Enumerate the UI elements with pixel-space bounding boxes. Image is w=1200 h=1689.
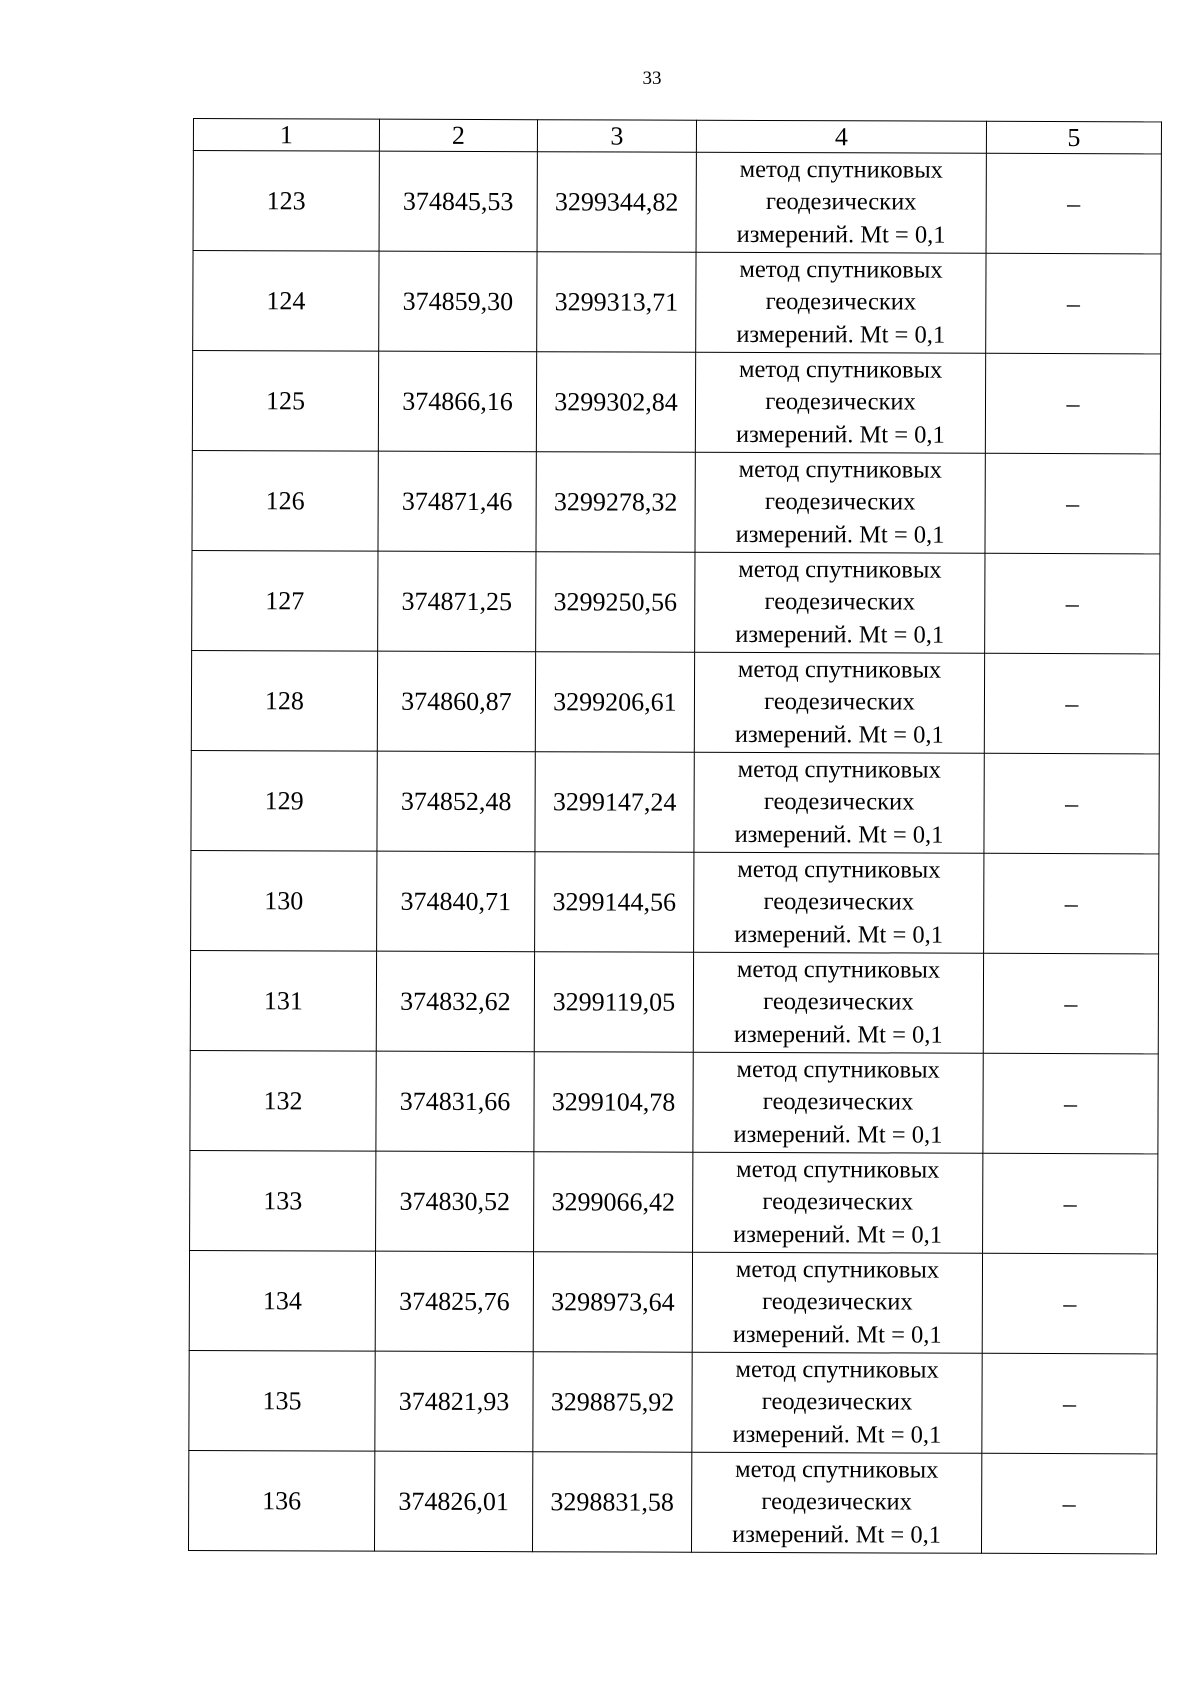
method-line: метод спутниковых (735, 1455, 939, 1484)
y-coordinate-cell: 3299144,56 (535, 852, 694, 953)
table-row (189, 1250, 1157, 1353)
method-line: геодезических (763, 888, 915, 916)
method-cell (692, 1352, 982, 1453)
method-line: геодезических (762, 1288, 913, 1316)
point-number-cell: 134 (189, 1250, 375, 1351)
x-coordinate-cell: 374859,30 (379, 251, 537, 352)
method-line: измерений. Mt = 0,1 (736, 320, 946, 349)
y-coordinate-cell: 3299250,56 (536, 552, 695, 653)
method-line: измерений. Mt = 0,1 (735, 420, 945, 449)
method-line: измерений. Mt = 0,1 (736, 220, 946, 249)
method-line: геодезических (761, 1388, 913, 1416)
y-coordinate-cell: 3299313,71 (537, 252, 696, 353)
point-number-cell: 132 (190, 1050, 376, 1151)
method-cell (696, 152, 986, 253)
point-number-cell: 130 (191, 850, 377, 951)
method-line: метод спутниковых (736, 1155, 940, 1184)
y-coordinate-cell: 3299104,78 (534, 1052, 693, 1153)
y-coordinate-cell: 3298973,64 (533, 1252, 692, 1353)
note-cell: – (985, 553, 1160, 654)
method-line: измерений. Mt = 0,1 (732, 1520, 942, 1549)
x-coordinate-cell: 374840,71 (377, 851, 535, 952)
method-line: метод спутниковых (739, 255, 943, 284)
method-line: измерений. Mt = 0,1 (734, 720, 944, 749)
method-cell (695, 452, 985, 553)
method-line: геодезических (765, 188, 917, 216)
method-cell (692, 1252, 982, 1353)
x-coordinate-cell: 374831,66 (376, 1051, 534, 1152)
note-cell: – (983, 1053, 1158, 1154)
method-cell (693, 952, 983, 1053)
column-header: 2 (379, 119, 537, 152)
method-line: геодезических (762, 1188, 914, 1216)
point-number-cell: 131 (190, 950, 376, 1051)
method-line: метод спутниковых (736, 1055, 940, 1084)
table-header-row (193, 119, 1161, 154)
method-line: измерений. Mt = 0,1 (735, 620, 945, 649)
column-header: 3 (537, 120, 696, 153)
point-number-cell: 135 (189, 1350, 375, 1451)
method-cell (696, 252, 986, 353)
table-row (190, 1150, 1158, 1253)
y-coordinate-cell: 3299066,42 (534, 1152, 693, 1253)
method-line: метод спутниковых (735, 1255, 940, 1284)
table-body (188, 119, 1161, 1554)
x-coordinate-cell: 374821,93 (375, 1351, 533, 1452)
method-line: метод спутниковых (738, 455, 942, 484)
note-cell: – (984, 753, 1159, 854)
method-cell (691, 1452, 981, 1553)
point-number-cell: 124 (193, 251, 379, 352)
y-coordinate-cell: 3298831,58 (532, 1452, 691, 1553)
column-header: 5 (986, 121, 1161, 154)
coordinates-table (188, 118, 1162, 1554)
x-coordinate-cell: 374852,48 (377, 751, 535, 852)
method-line: геодезических (763, 788, 915, 816)
y-coordinate-cell: 3299344,82 (537, 152, 696, 253)
x-coordinate-cell: 374825,76 (375, 1251, 533, 1352)
point-number-cell: 133 (190, 1150, 376, 1251)
table-row (192, 351, 1160, 454)
point-number-cell: 136 (188, 1450, 374, 1551)
method-line: геодезических (765, 388, 916, 416)
table-row (191, 850, 1159, 953)
method-cell (695, 552, 985, 653)
table-row (192, 550, 1160, 653)
y-coordinate-cell: 3299302,84 (536, 352, 695, 453)
point-number-cell: 125 (192, 351, 378, 452)
point-number-cell: 128 (191, 650, 377, 751)
method-line: метод спутниковых (737, 655, 942, 684)
table-row (189, 1350, 1157, 1453)
x-coordinate-cell: 374830,52 (376, 1151, 534, 1252)
method-line: геодезических (765, 288, 917, 316)
point-number-cell: 126 (192, 450, 378, 551)
method-cell (694, 852, 984, 953)
note-cell: – (983, 1153, 1158, 1254)
column-header: 1 (193, 119, 379, 152)
method-line: измерений. Mt = 0,1 (735, 520, 945, 549)
method-line: геодезических (762, 1088, 914, 1116)
x-coordinate-cell: 374866,16 (378, 351, 536, 452)
point-number-cell: 127 (192, 550, 378, 651)
table-row (188, 1450, 1156, 1553)
method-cell (693, 1052, 983, 1153)
note-cell: – (985, 453, 1160, 554)
note-cell: – (982, 1253, 1157, 1354)
y-coordinate-cell: 3299278,32 (536, 452, 695, 553)
method-line: геодезических (764, 688, 915, 716)
method-line: метод спутниковых (736, 955, 941, 984)
note-cell: – (985, 353, 1160, 454)
method-line: метод спутниковых (735, 1355, 939, 1384)
method-line: метод спутниковых (737, 855, 941, 884)
column-header: 4 (696, 120, 986, 153)
method-line: измерений. Mt = 0,1 (734, 820, 944, 849)
note-cell: – (986, 153, 1161, 254)
method-line: измерений. Mt = 0,1 (733, 1220, 943, 1249)
method-line: геодезических (764, 488, 916, 516)
point-number-cell: 129 (191, 750, 377, 851)
method-line: измерений. Mt = 0,1 (732, 1320, 942, 1349)
table-row (191, 750, 1159, 853)
table-row (190, 1050, 1158, 1153)
method-line: геодезических (763, 988, 914, 1016)
x-coordinate-cell: 374845,53 (379, 151, 537, 252)
note-cell: – (981, 1453, 1156, 1554)
x-coordinate-cell: 374832,62 (376, 951, 534, 1052)
y-coordinate-cell: 3298875,92 (533, 1352, 692, 1453)
method-cell (694, 652, 984, 753)
note-cell: – (986, 253, 1161, 354)
y-coordinate-cell: 3299206,61 (535, 652, 694, 753)
y-coordinate-cell: 3299147,24 (535, 752, 694, 853)
method-cell (695, 352, 985, 453)
y-coordinate-cell: 3299119,05 (534, 952, 693, 1053)
method-line: метод спутниковых (738, 355, 943, 384)
method-line: метод спутниковых (739, 155, 943, 184)
method-line: измерений. Mt = 0,1 (733, 1120, 943, 1149)
method-line: измерений. Mt = 0,1 (733, 1020, 943, 1049)
x-coordinate-cell: 374860,87 (377, 651, 535, 752)
method-line: метод спутниковых (737, 755, 941, 784)
note-cell: – (984, 853, 1159, 954)
method-line: измерений. Mt = 0,1 (732, 1420, 942, 1449)
table-row (193, 251, 1161, 354)
x-coordinate-cell: 374871,46 (378, 451, 536, 552)
table-row (191, 650, 1159, 753)
x-coordinate-cell: 374871,25 (378, 551, 536, 652)
table-row (192, 450, 1160, 553)
note-cell: – (982, 1353, 1157, 1454)
method-line: геодезических (761, 1488, 912, 1516)
coordinates-table-container (188, 118, 1161, 1554)
method-cell (693, 1152, 983, 1253)
method-line: метод спутниковых (738, 555, 942, 584)
table-row (190, 950, 1158, 1053)
point-number-cell: 123 (193, 151, 379, 252)
page-number: 33 (642, 68, 662, 89)
note-cell: – (984, 653, 1159, 754)
x-coordinate-cell: 374826,01 (374, 1451, 532, 1552)
note-cell: – (983, 953, 1158, 1054)
table-row (193, 151, 1161, 254)
method-line: геодезических (764, 588, 916, 616)
method-cell (694, 752, 984, 853)
method-line: измерений. Mt = 0,1 (734, 920, 944, 949)
